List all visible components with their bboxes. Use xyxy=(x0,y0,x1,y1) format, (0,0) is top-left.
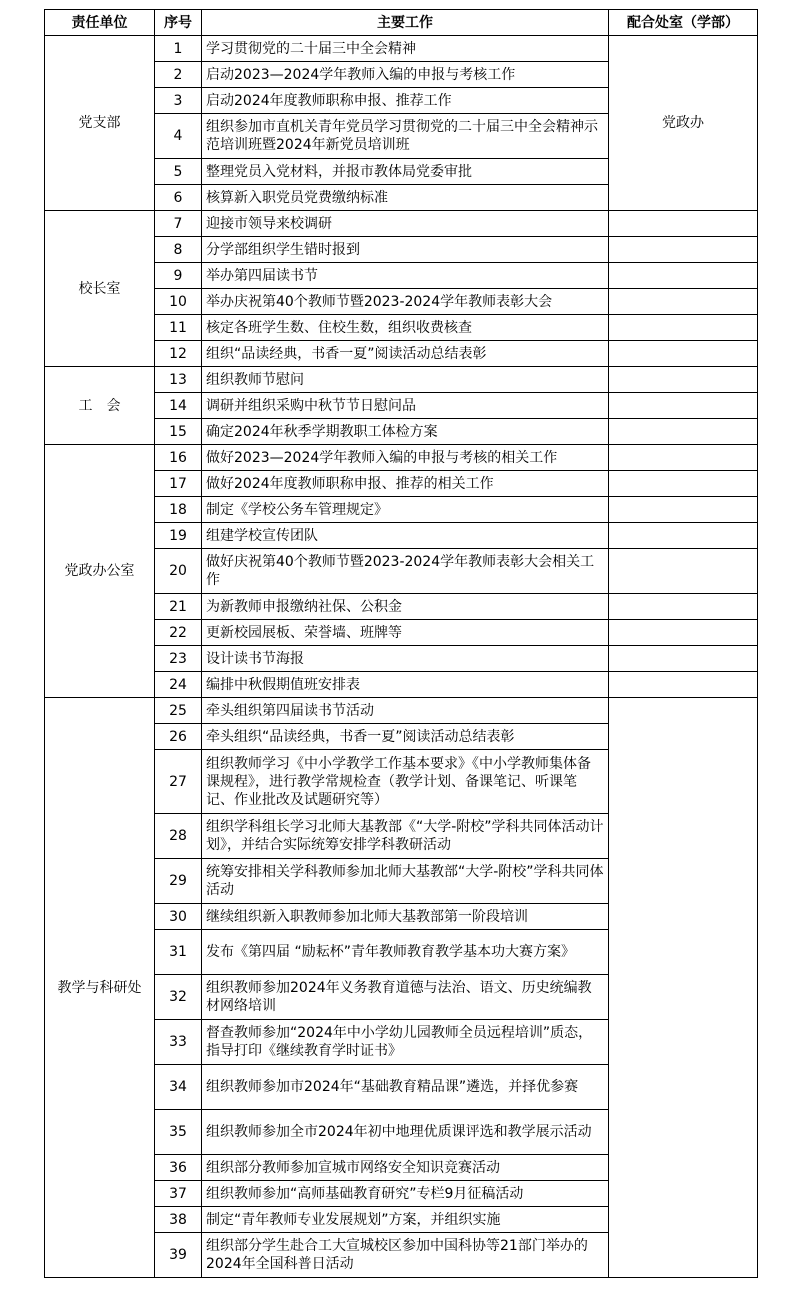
row-no: 19 xyxy=(155,523,202,549)
unit-office: 党政办公室 xyxy=(45,445,155,698)
row-work: 牵头组织“品读经典，书香一夏”阅读活动总结表彰 xyxy=(202,724,609,750)
row-work: 启动2023—2024学年教师入编的申报与考核工作 xyxy=(202,62,609,88)
row-no: 28 xyxy=(155,814,202,859)
row-work: 组织教师节慰问 xyxy=(202,367,609,393)
row-work: 组建学校宣传团队 xyxy=(202,523,609,549)
row-work: 督查教师参加“2024年中小学幼儿园教师全员远程培训”质态，指导打印《继续教育学时证书》 xyxy=(202,1020,609,1065)
row-no: 23 xyxy=(155,646,202,672)
row-no: 36 xyxy=(155,1155,202,1181)
row-dept xyxy=(609,523,758,549)
row-no: 27 xyxy=(155,750,202,814)
row-no: 10 xyxy=(155,289,202,315)
row-no: 3 xyxy=(155,88,202,114)
row-no: 24 xyxy=(155,672,202,698)
row-work: 制定《学校公务车管理规定》 xyxy=(202,497,609,523)
row-work: 整理党员入党材料，并报市教体局党委审批 xyxy=(202,159,609,185)
row-work: 为新教师申报缴纳社保、公积金 xyxy=(202,594,609,620)
dept-teaching xyxy=(609,698,758,1278)
row-work: 组织部分教师参加宣城市网络安全知识竞赛活动 xyxy=(202,1155,609,1181)
row-no: 37 xyxy=(155,1181,202,1207)
header-dept: 配合处室（学部） xyxy=(609,10,758,36)
row-work: 组织部分学生赴合工大宣城校区参加中国科协等21部门举办的2024年全国科普日活动 xyxy=(202,1233,609,1278)
row-no: 7 xyxy=(155,211,202,237)
row-dept xyxy=(609,471,758,497)
unit-party: 党支部 xyxy=(45,36,155,211)
row-no: 5 xyxy=(155,159,202,185)
table-row xyxy=(45,367,758,393)
row-work: 编排中秋假期值班安排表 xyxy=(202,672,609,698)
row-dept xyxy=(609,594,758,620)
row-work: 组织参加市直机关青年党员学习贯彻党的二十届三中全会精神示范培训班暨2024年新党员培训班 xyxy=(202,114,609,159)
row-no: 6 xyxy=(155,185,202,211)
row-dept xyxy=(609,211,758,237)
row-dept xyxy=(609,672,758,698)
row-work: 举办第四届读书节 xyxy=(202,263,609,289)
dept-party: 党政办 xyxy=(609,36,758,211)
row-work: 组织教师学习《中小学教学工作基本要求》《中小学教师集体备课规程》，进行教学常规检查（教学计划、备课笔记、听课笔记、作业批改及试题研究等） xyxy=(202,750,609,814)
row-no: 18 xyxy=(155,497,202,523)
row-work: 做好2023—2024学年教师入编的申报与考核的相关工作 xyxy=(202,445,609,471)
row-dept xyxy=(609,445,758,471)
row-no: 9 xyxy=(155,263,202,289)
row-work: 统筹安排相关学科教师参加北师大基教部“大学-附校”学科共同体活动 xyxy=(202,859,609,904)
row-no: 12 xyxy=(155,341,202,367)
unit-union: 工 会 xyxy=(45,367,155,445)
row-no: 34 xyxy=(155,1065,202,1110)
row-dept xyxy=(609,549,758,594)
row-dept xyxy=(609,237,758,263)
row-work: 设计读书节海报 xyxy=(202,646,609,672)
row-dept xyxy=(609,341,758,367)
row-work: 做好2024年度教师职称申报、推荐的相关工作 xyxy=(202,471,609,497)
table-row xyxy=(45,211,758,237)
row-work: 组织“品读经典，书香一夏”阅读活动总结表彰 xyxy=(202,341,609,367)
row-work: 组织教师参加全市2024年初中地理优质课评选和教学展示活动 xyxy=(202,1110,609,1155)
row-work: 继续组织新入职教师参加北师大基教部第一阶段培训 xyxy=(202,904,609,930)
row-work: 迎接市领导来校调研 xyxy=(202,211,609,237)
row-no: 31 xyxy=(155,930,202,975)
row-dept xyxy=(609,393,758,419)
row-no: 29 xyxy=(155,859,202,904)
row-dept xyxy=(609,419,758,445)
row-no: 8 xyxy=(155,237,202,263)
row-work: 组织教师参加2024年义务教育道德与法治、语文、历史统编教材网络培训 xyxy=(202,975,609,1020)
row-work: 制定“青年教师专业发展规划”方案，并组织实施 xyxy=(202,1207,609,1233)
row-dept xyxy=(609,263,758,289)
row-no: 38 xyxy=(155,1207,202,1233)
row-work: 核算新入职党员党费缴纳标准 xyxy=(202,185,609,211)
row-dept xyxy=(609,289,758,315)
row-no: 21 xyxy=(155,594,202,620)
row-no: 33 xyxy=(155,1020,202,1065)
row-dept xyxy=(609,315,758,341)
row-work: 启动2024年度教师职称申报、推荐工作 xyxy=(202,88,609,114)
row-work: 组织教师参加市2024年“基础教育精品课”遴选，并择优参赛 xyxy=(202,1065,609,1110)
header-unit: 责任单位 xyxy=(45,10,155,36)
header-work: 主要工作 xyxy=(202,10,609,36)
row-dept xyxy=(609,620,758,646)
row-no: 25 xyxy=(155,698,202,724)
row-work: 举办庆祝第40个教师节暨2023-2024学年教师表彰大会 xyxy=(202,289,609,315)
row-no: 14 xyxy=(155,393,202,419)
row-work: 确定2024年秋季学期教职工体检方案 xyxy=(202,419,609,445)
row-work: 牵头组织第四届读书节活动 xyxy=(202,698,609,724)
row-no: 15 xyxy=(155,419,202,445)
row-work: 组织学科组长学习北师大基教部《“大学-附校”学科共同体活动计划》，并结合实际统筹安排学科教研活动 xyxy=(202,814,609,859)
row-no: 39 xyxy=(155,1233,202,1278)
row-no: 11 xyxy=(155,315,202,341)
row-no: 30 xyxy=(155,904,202,930)
row-work: 分学部组织学生错时报到 xyxy=(202,237,609,263)
row-dept xyxy=(609,497,758,523)
unit-teaching: 教学与科研处 xyxy=(45,698,155,1278)
table-row xyxy=(45,36,758,62)
row-dept xyxy=(609,646,758,672)
header-no: 序号 xyxy=(155,10,202,36)
row-dept xyxy=(609,367,758,393)
row-no: 22 xyxy=(155,620,202,646)
row-no: 4 xyxy=(155,114,202,159)
row-work: 更新校园展板、荣誉墙、班牌等 xyxy=(202,620,609,646)
unit-principal: 校长室 xyxy=(45,211,155,367)
row-no: 2 xyxy=(155,62,202,88)
table-header-row xyxy=(45,10,758,36)
row-work: 做好庆祝第40个教师节暨2023-2024学年教师表彰大会相关工作 xyxy=(202,549,609,594)
row-work: 调研并组织采购中秋节节日慰问品 xyxy=(202,393,609,419)
row-no: 13 xyxy=(155,367,202,393)
row-no: 26 xyxy=(155,724,202,750)
row-no: 35 xyxy=(155,1110,202,1155)
row-work: 核定各班学生数、住校生数，组织收费核查 xyxy=(202,315,609,341)
table-row xyxy=(45,445,758,471)
row-work: 发布《第四届 “励耘杯”青年教师教育教学基本功大赛方案》 xyxy=(202,930,609,975)
row-no: 16 xyxy=(155,445,202,471)
row-no: 32 xyxy=(155,975,202,1020)
row-work: 学习贯彻党的二十届三中全会精神 xyxy=(202,36,609,62)
table-row xyxy=(45,698,758,724)
work-plan-table xyxy=(44,9,758,1278)
row-no: 1 xyxy=(155,36,202,62)
row-no: 20 xyxy=(155,549,202,594)
row-work: 组织教师参加“高师基础教育研究”专栏9月征稿活动 xyxy=(202,1181,609,1207)
row-no: 17 xyxy=(155,471,202,497)
